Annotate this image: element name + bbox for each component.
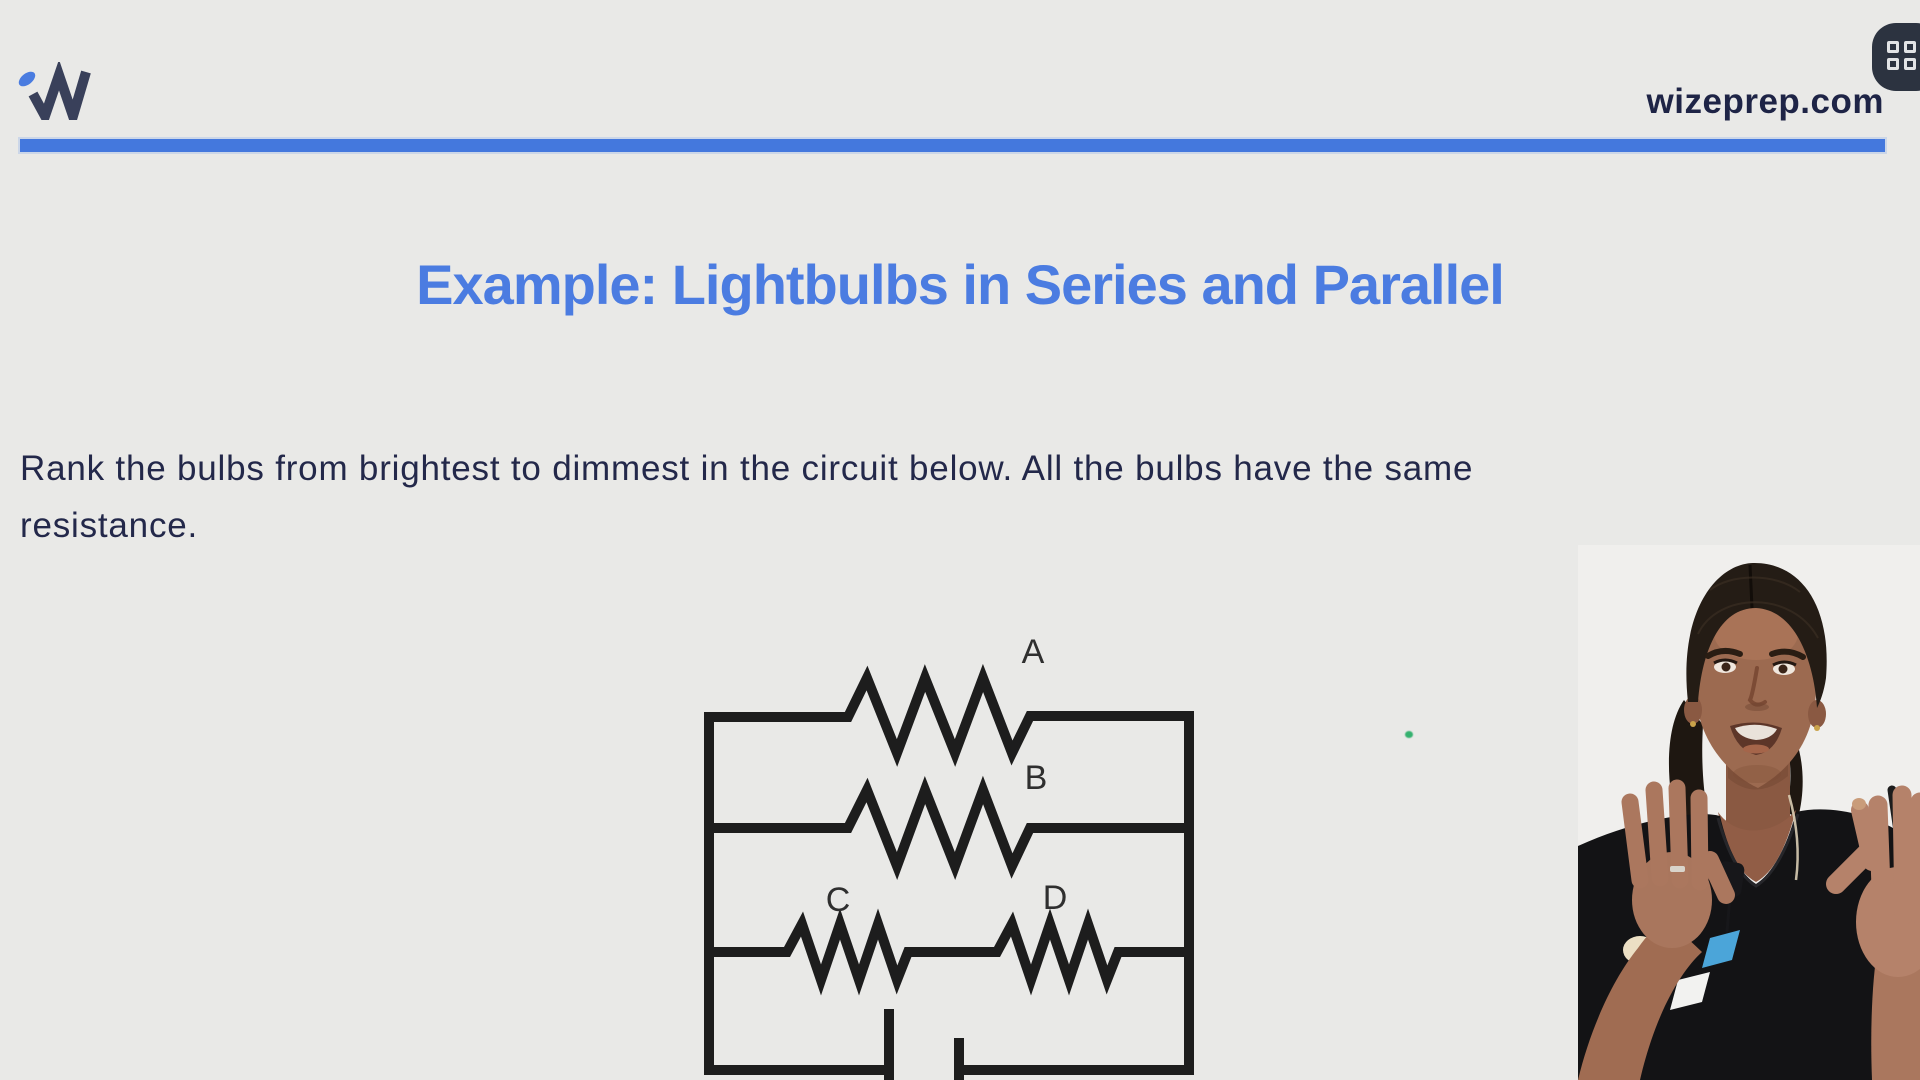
- circuit-diagram: [690, 620, 1210, 1080]
- laser-pointer-dot: [1405, 731, 1413, 738]
- logo-accent: [18, 69, 38, 89]
- branch-resistor-a: [704, 678, 1194, 753]
- bulb-label-d: D: [1042, 879, 1068, 917]
- presenter-fingernail: [1852, 798, 1866, 810]
- wizeprep-logo: [18, 62, 94, 120]
- site-url-label: wizeprep.com: [1646, 82, 1884, 121]
- presenter-iris-left: [1722, 663, 1731, 672]
- presenter-ring: [1670, 866, 1685, 872]
- branch-resistors-c-d: [704, 924, 1194, 980]
- bulb-label-c: C: [825, 881, 851, 919]
- grid-apps-icon[interactable]: [1872, 23, 1920, 91]
- presenter-chin-shade: [1733, 765, 1781, 783]
- problem-statement-line2: resistance.: [20, 506, 199, 545]
- logo-w-stroke: [33, 72, 86, 116]
- presenter-earring-right: [1814, 725, 1820, 731]
- presenter-earring-left: [1690, 721, 1696, 727]
- problem-statement-line1: Rank the bulbs from brightest to dimmest in the circuit below. All the bulbs have the same: [20, 449, 1474, 488]
- branch-resistor-b: [704, 790, 1194, 866]
- presenter-lower-lip: [1743, 745, 1769, 754]
- slide-title: Example: Lightbulbs in Series and Parallel: [416, 253, 1504, 316]
- bulb-label-a: A: [1021, 633, 1045, 671]
- grid-apps-icon-squares: [1887, 41, 1916, 70]
- header-divider: [20, 139, 1885, 152]
- problem-statement: [20, 440, 1780, 554]
- bulb-label-b: B: [1024, 759, 1048, 797]
- presenter-nose-shadow: [1745, 703, 1769, 711]
- presenter-iris-right: [1779, 665, 1788, 674]
- presenter-instructor: [1560, 550, 1920, 1080]
